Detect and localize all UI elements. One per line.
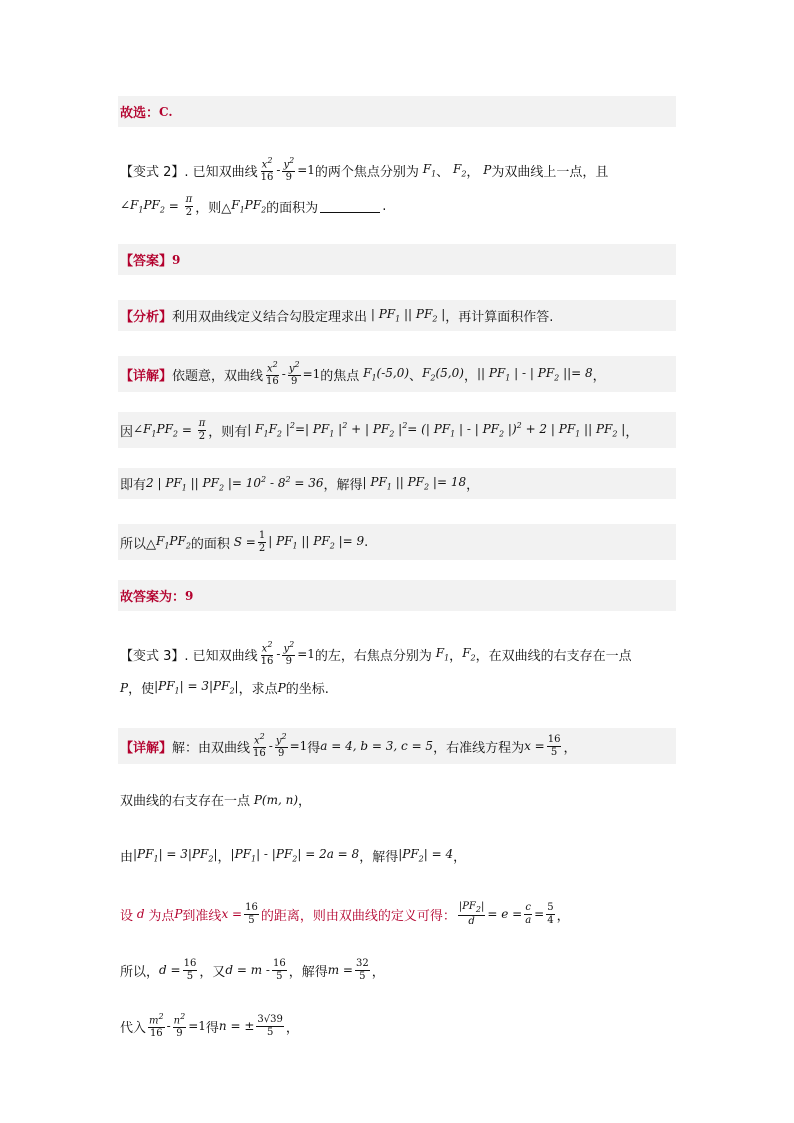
detail3-line3: 由 $|PF_1| = 3|PF_2|$ ， $|PF_1| - |PF_2| = 2a = 8$ ，解得 $|PF_2| = 4$ ，: [118, 840, 676, 871]
answer-blank: [320, 200, 380, 213]
analysis-row: 【分析】 利用双曲线定义结合勾股定理求出 | $PF_1$ || $PF_2$ | ，再计算面积作答.: [118, 300, 676, 331]
variant3-line1: 【变式 3】 . 已知双曲线 $\frac{x^2}{16}$ - $\frac{y^2}{9}$ =1 的左，右焦点分别为 $F_1$ ， $F_2$ ，在双曲线的右支存在一点: [118, 636, 676, 672]
detail3-tag: 【详解】: [120, 740, 173, 756]
answer-value: 9: [172, 252, 181, 267]
detail-line4: 所以△ $F_1PF_2$ 的面积 S = $\frac{1}{2}$ | $PF_1$ || $PF_2$ |= 9 .: [118, 524, 676, 560]
final-answer-label: 故答案为：: [120, 590, 186, 605]
answer-label: 故选：: [120, 106, 160, 121]
answer-value: C.: [159, 104, 173, 119]
answer-tag: 【答案】: [120, 254, 173, 269]
answer-row: [118, 244, 676, 275]
final-answer-row: [118, 580, 676, 611]
variant3-line2: P ，使 $|PF_1| = 3|PF_2|$ ，求点 P 的坐标.: [118, 672, 676, 703]
variant3-tag: 【变式 3】: [120, 648, 185, 664]
analysis-tag: 【分析】: [120, 310, 173, 325]
variant2-tag: 【变式 2】: [120, 164, 185, 180]
document-page: [118, 96, 676, 1064]
detail-line2: 因 $\angle F_1PF_2$ = $\frac{\pi}{2}$ ，则有 | $F_1F_2$ $|^2=|$ $PF_1$ $|^2$ + | $PF_2$ $|^2=$ (| $PF_1$ | - | $PF_2$ |)$^2$ + 2 | $PF_1$ || $PF_2$ | ，: [118, 412, 676, 448]
detail3-line4: 设 d 为点 P 到准线 x = $\frac{16}{5}$ 的距离，则由双曲线的定义可得： $\frac{|PF_2|}{d}$ = e = $\frac{c}{a}$ = $\frac{5}{4}$ ，: [118, 896, 676, 932]
answer-row-c: [118, 96, 676, 127]
detail-line3: 即有 2 | $PF_1$ || $PF_2$ |= $10^2 - 8^2 = 36$ ，解得 | $PF_1$ || $PF_2$ |= 18 ，: [118, 468, 676, 499]
hyperbola-equation: $\frac{x^2}{16}$: [260, 155, 274, 184]
detail3-line1: 【详解】 解：由双曲线 $\frac{x^2}{16}$ - $\frac{y^2}{9}$ =1 得 a = 4, b = 3, c = 5 ，右准线方程为 x = $\frac{16}{5}$ ，: [118, 728, 676, 764]
variant2-line2: $\angle F_1PF_2$ = $\frac{\pi}{2}$ ，则△ $F_1PF_2$ 的面积为 .: [118, 188, 676, 224]
variant2-line1: 【变式 2】 . 已知双曲线 $\frac{x^2}{16}$ - $\frac{y^2}{9}$ =1 的两个焦点分别为 $F_1$ 、 $F_2$ ， P 为双曲线上一点，且: [118, 152, 676, 188]
detail-tag: 【详解】: [120, 368, 173, 384]
detail3-line6: 代入 $\frac{m^2}{16}$ - $\frac{n^2}{9}$ =1 得 n = ± $\frac{3√39}{5}$ ，: [118, 1008, 676, 1044]
detail-line1: 【详解】 依题意，双曲线 $\frac{x^2}{16}$ - $\frac{y^2}{9}$ =1 的焦点 $F_1(-5,0)$ 、 $F_2(5,0)$ ， || $PF_1$ | - | $PF_2$ ||= 8 ，: [118, 356, 676, 392]
detail3-line2: 双曲线的右支存在一点 P(m, n) ，: [118, 784, 676, 815]
detail3-line5: 所以， d = $\frac{16}{5}$ ，又 d = m - $\frac{16}{5}$ ，解得 m = $\frac{32}{5}$ ，: [118, 952, 676, 988]
final-answer-value: 9: [185, 588, 194, 603]
